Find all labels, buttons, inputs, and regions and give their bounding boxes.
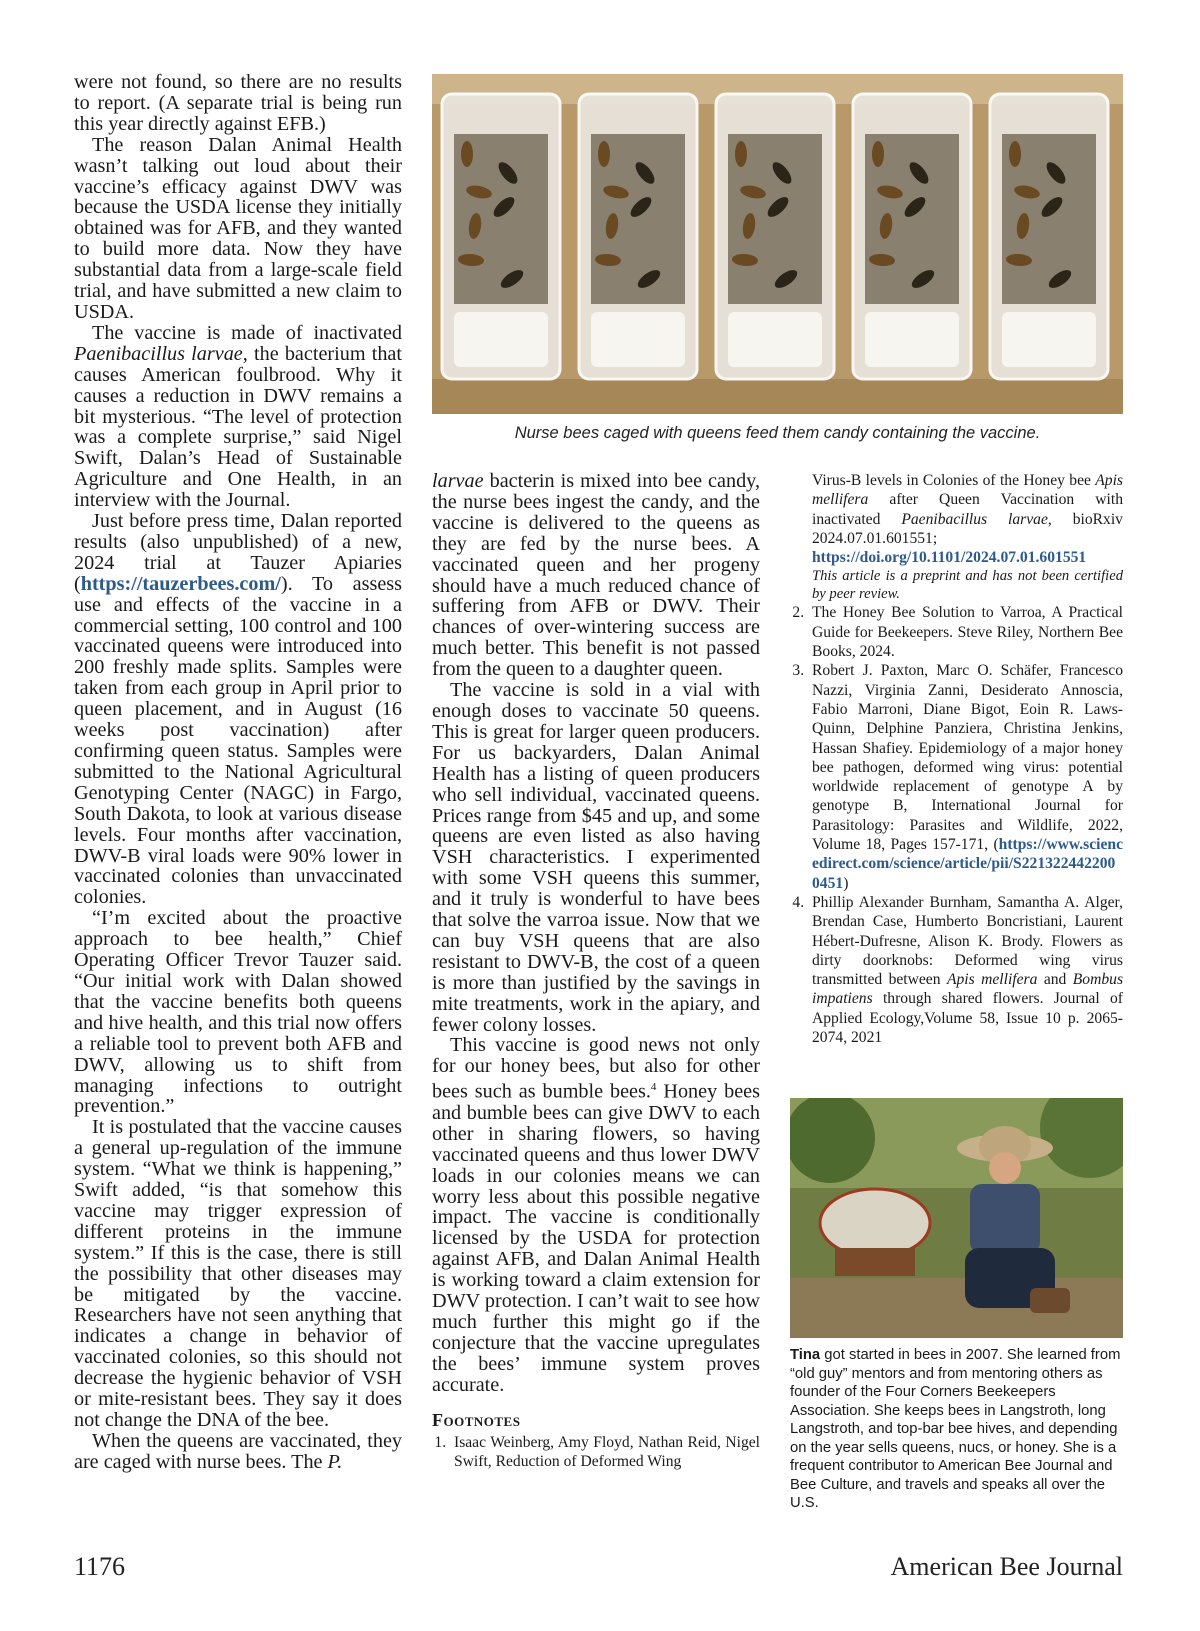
article-column-3 <box>790 471 1123 1047</box>
paragraph: This vaccine is good news not only for our honey bees, but also for other bees such as bumble bees.$^4$ Honey bees and bumble bees can give DWV to each other in sharing flowers, so having vaccinated queens and thus lower DWV loads in our colonies means we can worry less about this possible negative impact. The vaccine is conditionally licensed by the USDA for protection against AFB, and Dalan Animal Health is working toward a claim extension for DWV protection. I can’t wait to see how much further this might go if the conjecture that the vaccine upregulates the bees’ immune system proves accurate. <box>432 1034 760 1396</box>
paragraph: Just before press time, Dalan reported results (also unpublished) of a new, 2024 trial at Tauzer Apiaries (https://tauzerbees.com/). To assess use and effects of the vaccine in a commercial setting, 100 control and 100 vaccinated queens were introduced into 200 freshly made splits. Samples were taken from each group in April prior to queen placement, and in August (16 weeks post vaccination) after confirming queen status. Samples were submitted to the National Agricultural Genotyping Center (NAGC) in Fargo, South Dakota, to look at various disease levels. Four months after vaccination, DWV-B viral loads were 90% lower in vaccinated colonies than unvaccinated colonies. <box>74 510 402 909</box>
author-name: Tina <box>790 1347 821 1363</box>
bee <box>1009 141 1021 167</box>
footnote-continuation: Virus-B levels in Colonies of the Honey bee Apis mellifera after Queen Vaccination with inactivated Paenibacillus larvae, bioRxiv 2024.07.01.601551; https://doi.org/10.1101/2024.07.01.601551 This article is a preprint and has not been certified by peer review. <box>812 472 1123 603</box>
bee <box>735 141 747 167</box>
bee <box>872 141 884 167</box>
preprint-note: This article is a preprint and has not been certified by peer review. <box>812 568 1123 603</box>
article-column-1 <box>74 72 402 1473</box>
tauzer-link[interactable]: https://tauzerbees.com/ <box>80 572 281 595</box>
bee <box>461 141 473 167</box>
footnote-item: 4. Phillip Alexander Burnham, Samantha A. Alger, Brendan Case, Humberto Boncristiani, Laurent Hébert-Dufresne, Alison K. Brody. Flowers as dirty doorknobs: Deformed wing virus transmitted between Apis mellifera and Bombus impatiens through shared flowers. Journal of Applied Ecology,Volume 58, Issue 10 p. 2065-2074, 2021 <box>808 893 1123 1047</box>
author-bio: Tina got started in bees in 2007. She learned from “old guy” mentors and from mentoring others as founder of the Four Corners Beekeepers Association. She keeps bees in Langstroth, long Langstroth, and top-bar bee hives, and depending on the year sells queens, nucs, or honey. She is a frequent contributor to American Bee Journal and Bee Culture, and travels and speaks all over the U.S. <box>790 1347 1121 1511</box>
queen-cage <box>442 94 560 379</box>
journal-name: American Bee Journal <box>890 1552 1123 1581</box>
footnote-item: 1. Isaac Weinberg, Amy Floyd, Nathan Reid, Nigel Swift, Reduction of Deformed Wing <box>450 1433 760 1471</box>
queen-cage <box>853 94 971 379</box>
photo-caption: Nurse bees caged with queens feed them candy containing the vaccine. <box>514 424 1041 442</box>
paragraph: The reason Dalan Animal Health wasn’t talking out loud about their vaccine’s efficacy against DWV was because the USDA license they initially obtained was for AFB, and they wanted to build more data. Now they have substantial data from a large-scale field trial, and have submitted a new claim to USDA. <box>74 133 402 323</box>
paragraph: The vaccine is sold in a vial with enough doses to vaccinate 50 queens. This is great for larger queen producers. For us backyarders, Dalan Animal Health has a listing of queen producers who sell individual, vaccinated queens. Prices range from $45 and up, and some queens are even listed as also having VSH characteristics. I experimented with some VSH queens this summer, and it truly is wonderful to have bees that solve the varroa issue. Now that we can buy VSH queens that are also resistant to DWV-B, the cost of a queen is more than justified by the savings in mite treatments, work in the apiary, and fewer colony losses. <box>432 679 760 1036</box>
paragraph: were not found, so there are no results to report. (A separate trial is being run this year directly against EFB.) <box>74 71 402 135</box>
paragraph: “I’m excited about the proactive approach to bee health,” Chief Operating Officer Trevor Tauzer said. “Our initial work with Dalan showed that the vaccine benefits both queens and hive health, and this trial now offers a reliable tool to prevent both AFB and DWV, allowing us to shift from managing infections to outright prevention.” <box>74 907 402 1118</box>
author-photo <box>790 1098 1123 1338</box>
paragraph: When the queens are vaccinated, they are caged with nurse bees. The P. <box>74 1429 402 1473</box>
footnote-item: 2. The Honey Bee Solution to Varroa, A Practical Guide for Beekeepers. Steve Riley, Northern Bee Books, 2024. <box>808 603 1123 661</box>
doi-link[interactable]: https://doi.org/10.1101/2024.07.01.601551 <box>812 549 1087 567</box>
queen-cage <box>579 94 697 379</box>
footnotes-heading: Footnotes <box>432 1409 521 1430</box>
footnote-item: 3. Robert J. Paxton, Marc O. Schäfer, Francesco Nazzi, Virginia Zanni, Desiderato Annoscia, Fabio Marroni, Diane Bigot, Eoin R. Laws-Quinn, Delphine Panziera, Christina Jenkins, Hassan Shafiey. Epidemiology of a major honey bee pathogen, deformed wing virus: potential worldwide replacement of genotype A by genotype B, International Journal for Parasitology: Parasites and Wildlife, 2022, Volume 18, Pages 157-171, (https://www.sciencedirect.com/science/article/pii/S2213224422000451) <box>808 661 1123 893</box>
page-number: 1176 <box>74 1552 126 1581</box>
queen-cage <box>716 94 834 379</box>
footnote-list <box>432 1433 760 1471</box>
paragraph: larvae bacterin is mixed into bee candy, the nurse bees ingest the candy, and the vaccine is delivered to the queens as they are fed by the nurse bees. A vaccinated queen and her progeny should have a much reduced chance of suffering from AFB or DWV. Their chances of over-wintering success are much better. This benefit is not passed from the queen to a daughter queen. <box>432 470 760 681</box>
article-column-2 <box>432 471 760 1471</box>
nurse-bees-cages-photo <box>432 74 1123 414</box>
bee <box>598 141 610 167</box>
queen-cage <box>990 94 1108 379</box>
sciencedirect-link[interactable]: https://www.sciencedirect.com/science/article/pii/S2213224422000451 <box>812 836 1123 892</box>
footnote-list <box>790 603 1123 1047</box>
paragraph: It is postulated that the vaccine causes a general up-regulation of the immune system. “What we think is happening,” Swift added, “is that somehow this vaccine may trigger expression of different proteins in the immune system.” If this is the case, there is still the possibility that other diseases may be mitigated by the vaccine. Researchers have not seen anything that indicates a change in behavior of vaccinated colonies, so this should not decrease the hygienic behavior of VSH or mite-resistant bees. They say it does not change the DNA of the bee. <box>74 1116 402 1431</box>
paragraph: The vaccine is made of inactivated Paenibacillus larvae, the bacterium that causes American foulbrood. Why it causes a reduction in DWV remains a bit mysterious. “The level of protection was a complete surprise,” said Nigel Swift, Dalan’s Head of Sustainable Agriculture and One Health, in an interview with the Journal. <box>74 321 402 512</box>
